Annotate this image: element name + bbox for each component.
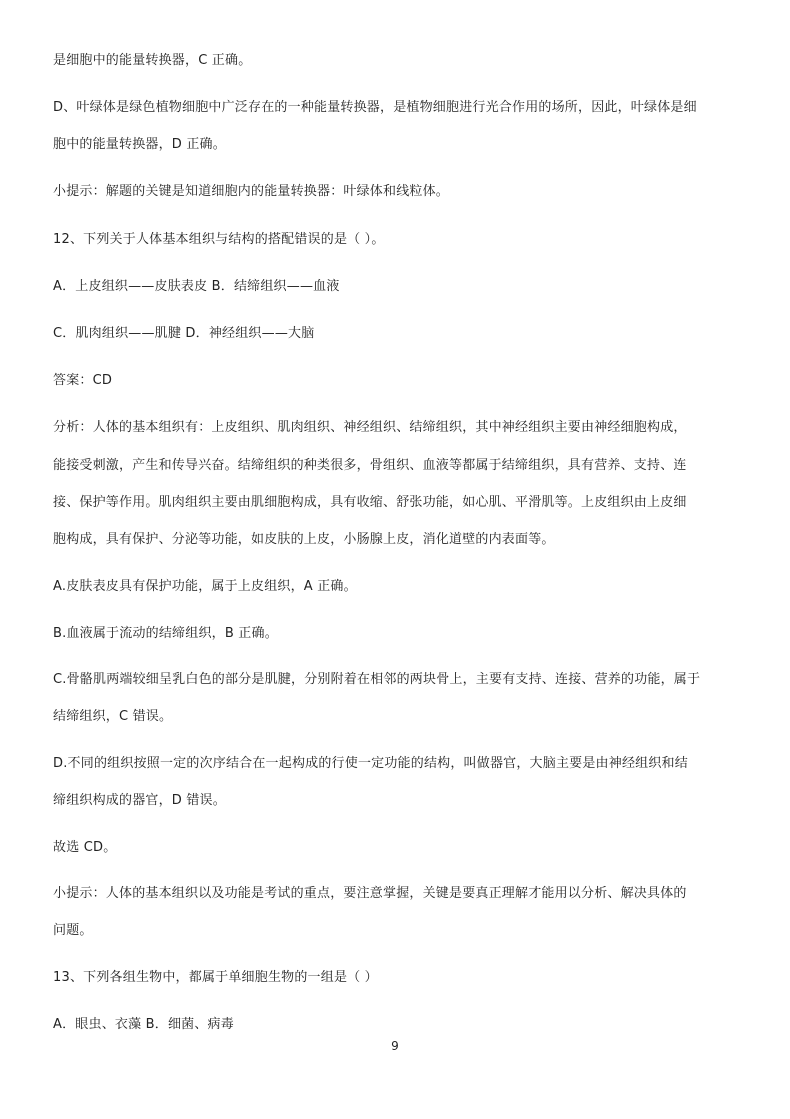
- text-line: 胞中的能量转换器，D 正确。: [53, 137, 226, 152]
- hint-paragraph: 小提示：人体的基本组织以及功能是考试的重点，要注意掌握，关键是要真正理解才能用以分析、解决具体的: [53, 886, 687, 901]
- explanation-c: 结缔组织，C 错误。: [53, 709, 173, 724]
- hint-paragraph: 问题。: [53, 923, 93, 938]
- explanation-d: 缔组织构成的器官，D 错误。: [53, 793, 226, 808]
- analysis-paragraph: 接、保护等作用。肌肉组织主要由肌细胞构成，具有收缩、舒张功能，如心肌、平滑肌等。上皮组织由上皮细: [53, 495, 687, 510]
- final-choice: 故选 CD。: [53, 840, 117, 855]
- analysis-paragraph: 能接受刺激，产生和传导兴奋。结缔组织的种类很多，骨组织、血液等都属于结缔组织，具有营养、支持、连: [53, 458, 687, 473]
- explanation-a: A.皮肤表皮具有保护功能，属于上皮组织，A 正确。: [53, 579, 357, 594]
- answer-line: 答案：CD: [53, 373, 113, 388]
- question-12-stem: 12、下列关于人体基本组织与结构的搭配错误的是（ ）。: [53, 232, 385, 247]
- text-line: 是细胞中的能量转换器，C 正确。: [53, 53, 252, 68]
- analysis-paragraph: 分析：人体的基本组织有：上皮组织、肌肉组织、神经组织、结缔组织，其中神经组织主要由神经细胞构成，: [53, 420, 687, 435]
- question-12-options-ab: A．上皮组织——皮肤表皮 B．结缔组织——血液: [53, 279, 340, 294]
- question-12-options-cd: C．肌肉组织——肌腱 D．神经组织——大脑: [53, 326, 315, 341]
- explanation-c: C.骨骼肌两端较细呈乳白色的部分是肌腱，分别附着在相邻的两块骨上，主要有支持、连接、营养的功能，属于: [53, 672, 701, 687]
- text-line: D、叶绿体是绿色植物细胞中广泛存在的一种能量转换器，是植物细胞进行光合作用的场所，因此，叶绿体是细: [53, 100, 697, 115]
- explanation-b: B.血液属于流动的结缔组织，B 正确。: [53, 626, 278, 641]
- question-13-options-ab: A．眼虫、衣藻 B．细菌、病毒: [53, 1017, 234, 1032]
- hint-paragraph: 小提示：解题的关键是知道细胞内的能量转换器：叶绿体和线粒体。: [53, 184, 450, 199]
- page-number: 9: [391, 1039, 399, 1053]
- explanation-d: D.不同的组织按照一定的次序结合在一起构成的行使一定功能的结构，叫做器官，大脑主要是由神经组织和结: [53, 756, 688, 771]
- question-13-stem: 13、下列各组生物中，都属于单细胞生物的一组是（ ）: [53, 970, 378, 985]
- analysis-paragraph: 胞构成，具有保护、分泌等功能，如皮肤的上皮，小肠腺上皮，消化道壁的内表面等。: [53, 532, 555, 547]
